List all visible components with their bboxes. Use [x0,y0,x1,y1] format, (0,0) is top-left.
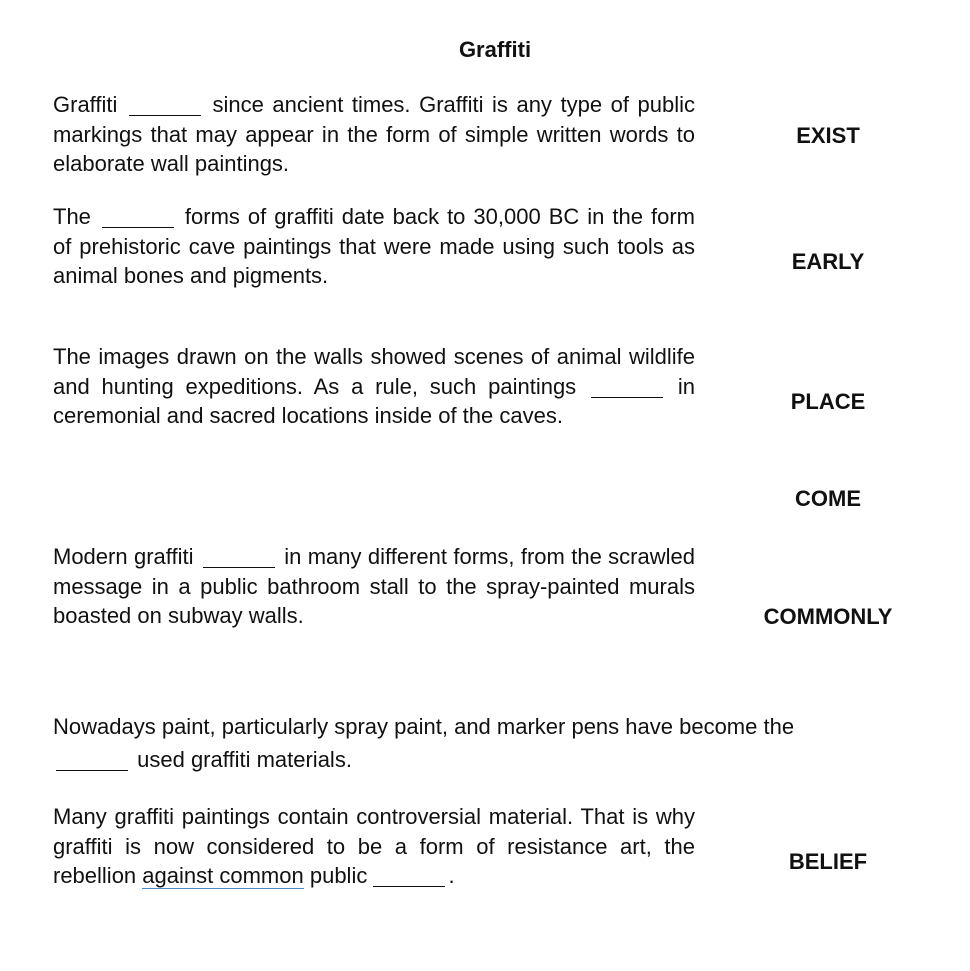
word-prompt-exist: EXIST [796,123,860,148]
answer-blank-2[interactable] [102,205,174,228]
paragraph-3-text-after: in ceremonial and sacred locations inside of the caves. [53,373,695,428]
paragraph-3-text-before: The images drawn on the walls showed scenes of animal wildlife and hunting expeditions. As a rule, such paintings [53,344,695,399]
paragraph-2-text-after: forms of graffiti date back to 30,000 BC in the form of prehistoric cave paintings that were made using such tools as animal bones and pigments. [53,204,695,288]
paragraph-6-text-before: Many graffiti paintings contain controversial material. That is why graffiti is now considered to be a form of resistance art, the rebellion [53,804,695,888]
spellcheck-underlined-text[interactable]: against common [142,863,304,888]
word-prompt-early: EARLY [791,249,865,274]
paragraph-6 [53,802,695,891]
paragraph-2-text-before: The [53,204,91,229]
paragraph-5-text-before: Nowadays paint, particularly spray paint, and marker pens have become the [53,714,795,739]
paragraph-1-text-after: since ancient times. Graffiti is any type of public markings that may appear in the form of simple written words to elaborate wall paintings. [53,92,695,176]
word-prompt-commonly: COMMONLY [763,604,893,629]
answer-blank-6[interactable] [373,864,445,887]
page-title: Graffiti [458,37,532,62]
answer-blank-5[interactable] [56,748,128,771]
paragraph-4 [53,542,695,631]
word-prompt-come: COME [795,486,861,511]
answer-blank-4[interactable] [203,545,275,568]
paragraph-1-text-before: Graffiti [53,92,118,117]
paragraph-6-text-middle: public [309,863,368,888]
paragraph-3 [53,342,695,431]
answer-blank-1[interactable] [129,93,201,116]
paragraph-4-text-after: in many different forms, from the scrawled message in a public bathroom stall to the spray-painted murals boasted on subway walls. [53,544,695,628]
paragraph-5-text-after: used graffiti materials. [137,747,352,772]
paragraph-6-text-after: . [448,863,455,888]
paragraph-2 [53,202,695,291]
word-prompt-belief: BELIEF [788,849,868,874]
answer-blank-3[interactable] [591,375,663,398]
paragraph-5 [53,710,833,776]
paragraph-1 [53,90,695,179]
paragraph-4-text-before: Modern graffiti [53,544,194,569]
word-prompt-place: PLACE [790,389,866,414]
